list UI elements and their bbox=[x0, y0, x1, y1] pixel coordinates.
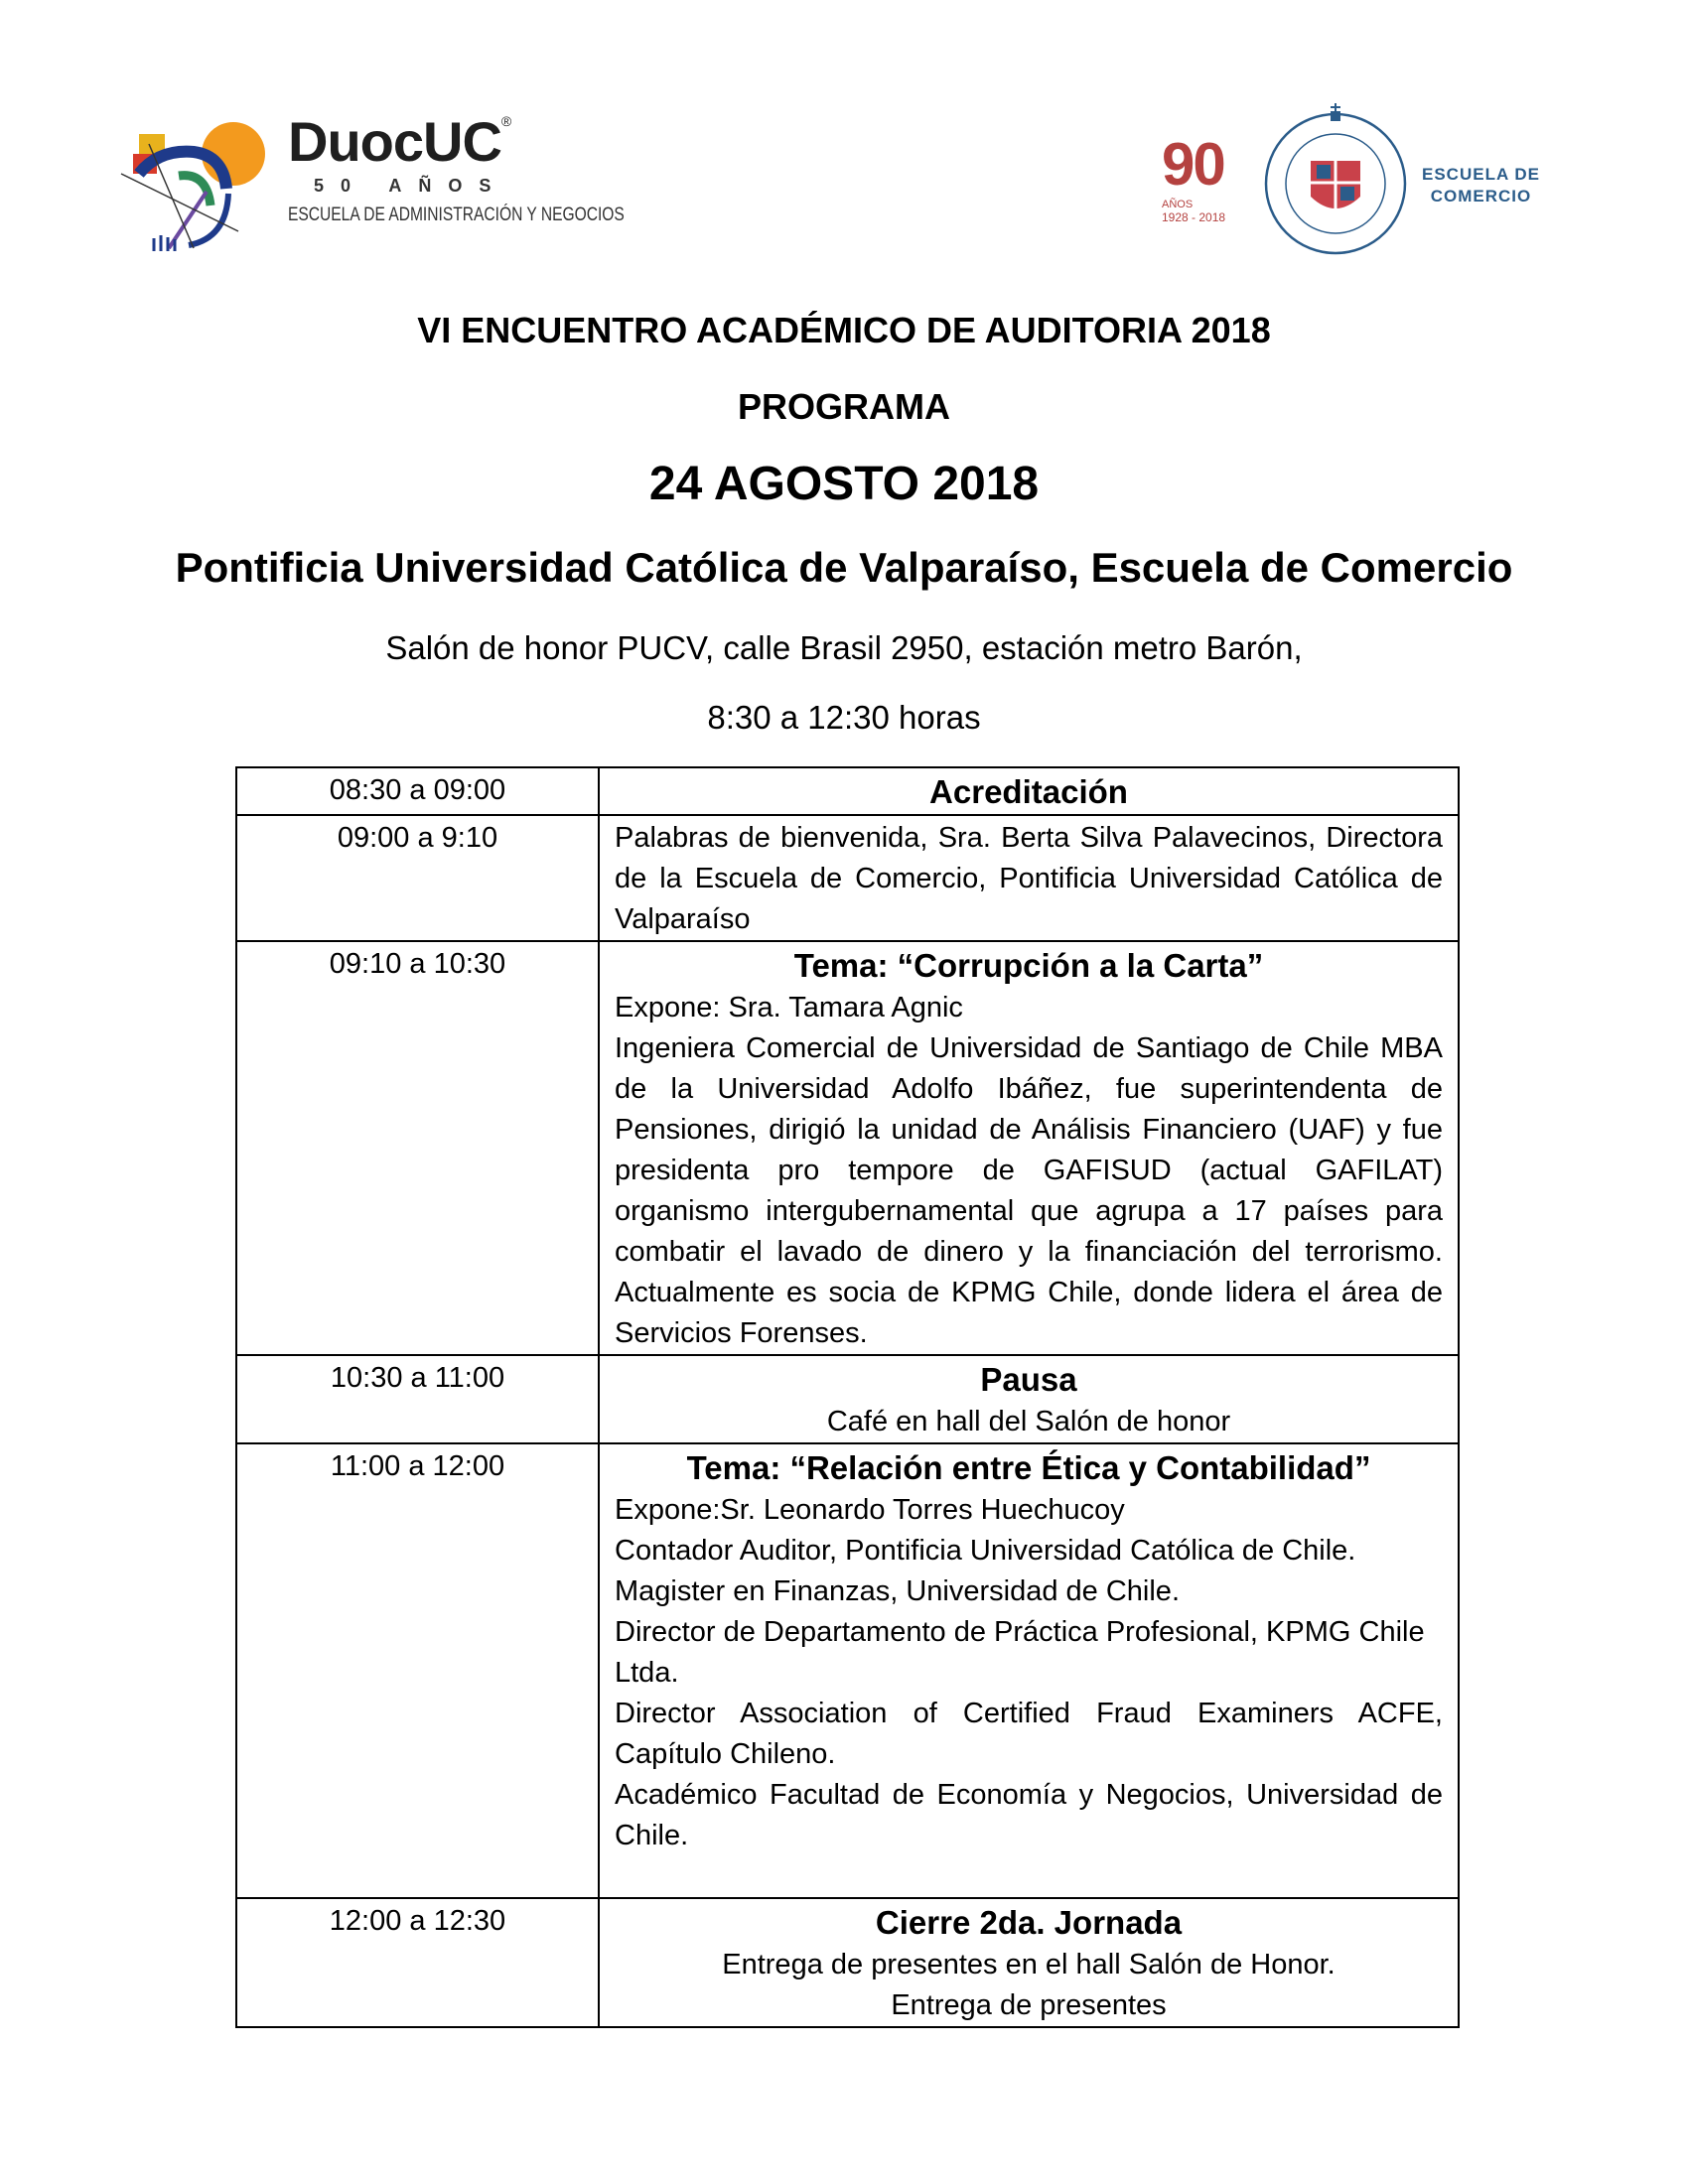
row-title: Tema: “Relación entre Ética y Contabilidad” bbox=[686, 1449, 1371, 1486]
table-row bbox=[236, 1355, 1459, 1443]
duoc-years: 50 AÑOS bbox=[314, 176, 508, 196]
pucv-anniversary: 90 AÑOS 1928 - 2018 bbox=[1162, 131, 1226, 224]
time-cell: 09:10 a 10:30 bbox=[236, 941, 599, 1355]
pucv-school: ESCUELA DE COMERCIO bbox=[1422, 165, 1540, 206]
event-title: VI ENCUENTRO ACADÉMICO DE AUDITORIA 2018 bbox=[417, 310, 1271, 350]
closing-text: Entrega de presentes bbox=[891, 1989, 1167, 2021]
pucv-logo bbox=[1162, 99, 1579, 258]
table-row bbox=[236, 815, 1459, 941]
desc-cell bbox=[599, 941, 1459, 1355]
duoc-50-years-emblem bbox=[119, 114, 273, 253]
table-row bbox=[236, 767, 1459, 815]
welcome-text: Palabras de bienvenida, Sra. Berta Silva Palavecinos, Directora de la Escuela de Comercio, Pontificia Universidad Católica de Valparaíso bbox=[615, 822, 1443, 935]
duoc-text bbox=[288, 110, 698, 226]
speaker: Expone:Sr. Leonardo Torres Huechucoy bbox=[615, 1494, 1125, 1526]
duoc-school: ESCUELA DE ADMINISTRACIÓN Y NEGOCIOS bbox=[288, 205, 625, 225]
bio-line: Director Association of Certified Fraud Examiners ACFE, Capítulo Chileno. bbox=[615, 1698, 1443, 1770]
duoc-name: DuocUC® bbox=[288, 110, 511, 173]
bio-line: Académico Facultad de Economía y Negocios, Universidad de Chile. bbox=[615, 1779, 1443, 1851]
row-title: Tema: “Corrupción a la Carta” bbox=[793, 947, 1264, 984]
schedule-table bbox=[235, 766, 1460, 2028]
event-date: 24 AGOSTO 2018 bbox=[648, 458, 1040, 510]
desc-cell bbox=[599, 1355, 1459, 1443]
speaker-bio: Ingeniera Comercial de Universidad de Santiago de Chile MBA de la Universidad Adolfo Ibáñez, fue superintendenta de Pensiones, dirigió la unidad de Análisis Financiero (UAF) y fue presidenta pro tempore de GAFISUD (actual GAFILAT) organismo intergubernamental que agrupa a 17 países para combatir el lavado de dinero y la financiación del terrorismo. Actualmente es socia de KPMG Chile, donde lidera el área de Servicios Forenses. bbox=[615, 1032, 1443, 1349]
duoc-logo bbox=[119, 110, 625, 253]
speaker: Expone: Sra. Tamara Agnic bbox=[615, 992, 963, 1024]
break-text: Café en hall del Salón de honor bbox=[826, 1406, 1231, 1437]
pucv-seal-icon bbox=[1261, 99, 1410, 258]
hours: 8:30 a 12:30 horas bbox=[707, 699, 981, 736]
row-title: Pausa bbox=[980, 1361, 1077, 1398]
table-row bbox=[236, 1898, 1459, 2027]
program-heading: PROGRAMA bbox=[738, 386, 950, 427]
desc-cell bbox=[599, 815, 1459, 941]
desc-cell bbox=[599, 1443, 1459, 1898]
time-cell: 11:00 a 12:00 bbox=[236, 1443, 599, 1898]
table-row bbox=[236, 941, 1459, 1355]
desc-cell bbox=[599, 767, 1459, 815]
closing-text: Entrega de presentes en el hall Salón de Honor. bbox=[722, 1949, 1336, 1980]
bio-line: Magister en Finanzas, Universidad de Chile. bbox=[615, 1575, 1180, 1607]
time-cell: 09:00 a 9:10 bbox=[236, 815, 599, 941]
venue: Salón de honor PUCV, calle Brasil 2950, estación metro Barón, bbox=[385, 629, 1303, 666]
row-title: Cierre 2da. Jornada bbox=[875, 1904, 1183, 1941]
row-title: Acreditación bbox=[929, 773, 1128, 810]
time-cell: 12:00 a 12:30 bbox=[236, 1898, 599, 2027]
desc-cell bbox=[599, 1898, 1459, 2027]
time-cell: 10:30 a 11:00 bbox=[236, 1355, 599, 1443]
time-cell: 08:30 a 09:00 bbox=[236, 767, 599, 815]
bio-line: Contador Auditor, Pontificia Universidad Católica de Chile. bbox=[615, 1535, 1356, 1567]
host-institution: Pontificia Universidad Católica de Valparaíso, Escuela de Comercio bbox=[175, 544, 1513, 591]
bio-line: Director de Departamento de Práctica Profesional, KPMG Chile Ltda. bbox=[615, 1616, 1425, 1689]
table-row bbox=[236, 1443, 1459, 1898]
